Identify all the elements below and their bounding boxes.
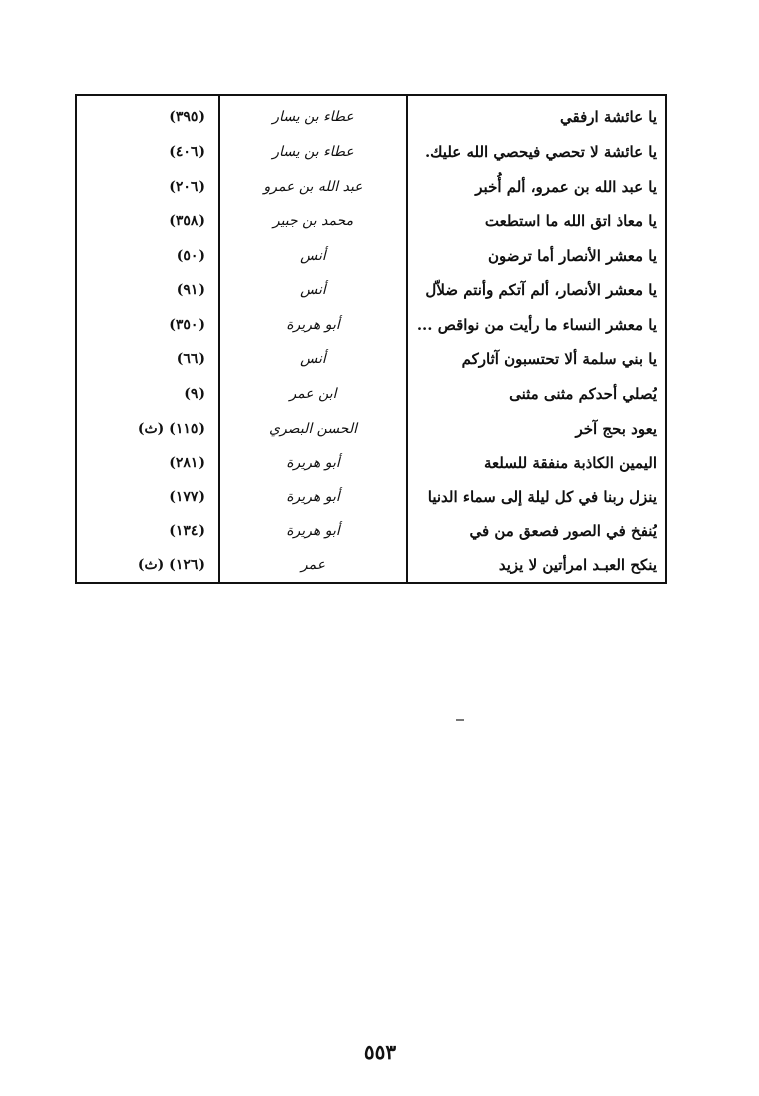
table-row: [77, 548, 665, 582]
table-row: [77, 170, 665, 204]
hadith-text: يا عائشة لا تحصي فيحصي الله عليك.: [424, 143, 657, 161]
narrator-name: عطاء بن يسار: [272, 144, 354, 160]
hadith-number: (٣٥٨): [169, 213, 205, 229]
narrator-name: عبد الله بن عمرو: [263, 179, 363, 195]
table-row: [77, 100, 665, 134]
table-row: [77, 514, 665, 548]
hadith-text: يا معشر الأنصار، ألم آتكم وأنتم ضلاّل: [425, 281, 657, 299]
table-row: [77, 204, 665, 238]
hadith-number: (٢٨١): [169, 455, 205, 471]
narrator-name: محمد بن جبير: [272, 213, 354, 229]
hadith-number: (١١٥) (ث): [137, 421, 205, 437]
hadith-text: يعود بحج آخر: [575, 420, 657, 438]
hadith-number: (٢٠٦): [169, 179, 205, 195]
hadith-text: يا عائشة ارفقي: [560, 108, 657, 126]
hadith-number: (٤٠٦): [169, 144, 205, 160]
hadith-number: (٣٩٥): [169, 109, 205, 125]
narrator-name: أبو هريرة: [286, 489, 340, 505]
table-row: [77, 480, 665, 514]
table-row: [77, 377, 665, 411]
table-row: [77, 412, 665, 446]
table-row: [77, 446, 665, 480]
narrator-name: أنس: [300, 248, 326, 264]
hadith-text: يا عبد الله بن عمرو، ألم أُخبر: [475, 178, 657, 196]
hadith-number: (٥٠): [176, 248, 205, 264]
table-row: [77, 273, 665, 307]
scan-speck: [456, 719, 464, 721]
hadith-number: (١٧٧): [169, 489, 205, 505]
narrator-name: أنس: [300, 282, 326, 298]
hadith-number: (٣٥٠): [169, 317, 205, 333]
hadith-number: (١٣٤): [169, 523, 205, 539]
hadith-text: يا معشر النساء ما رأيت من نواقص ...: [416, 316, 657, 334]
narrator-name: أبو هريرة: [286, 317, 340, 333]
narrator-name: أنس: [300, 351, 326, 367]
table-row: [77, 239, 665, 273]
narrator-name: أبو هريرة: [286, 523, 340, 539]
table-row: [77, 135, 665, 169]
hadith-number: (٩): [184, 386, 205, 402]
table-row: [77, 342, 665, 376]
narrator-name: الحسن البصري: [269, 421, 357, 437]
hadith-text: يا معاذ اتق الله ما استطعت: [484, 212, 657, 230]
hadith-text: يا بني سلمة ألا تحتسبون آثاركم: [461, 350, 657, 368]
narrator-name: عطاء بن يسار: [272, 109, 354, 125]
hadith-number: (٩١): [176, 282, 205, 298]
table-row: [77, 308, 665, 342]
hadith-number: (١٢٦) (ث): [137, 557, 205, 573]
narrator-name: أبو هريرة: [286, 455, 340, 471]
hadith-text: يُنفخ في الصور فصعق من في: [469, 522, 657, 540]
hadith-text: يُصلي أحدكم مثنى مثنى: [509, 385, 657, 403]
page-number: ٥٥٣: [363, 1040, 397, 1064]
hadith-text: ينزل ربنا في كل ليلة إلى سماء الدنيا: [427, 488, 657, 506]
hadith-text: اليمين الكاذبة منفقة للسلعة: [484, 454, 657, 472]
hadith-number: (٦٦): [176, 351, 205, 367]
hadith-text: يا معشر الأنصار أما ترضون: [487, 247, 657, 265]
hadith-index-table: [75, 94, 667, 584]
narrator-name: عمر: [300, 557, 326, 573]
hadith-text: ينكح العبـد امرأتين لا يزيد: [498, 556, 657, 574]
narrator-name: ابن عمر: [289, 386, 337, 402]
